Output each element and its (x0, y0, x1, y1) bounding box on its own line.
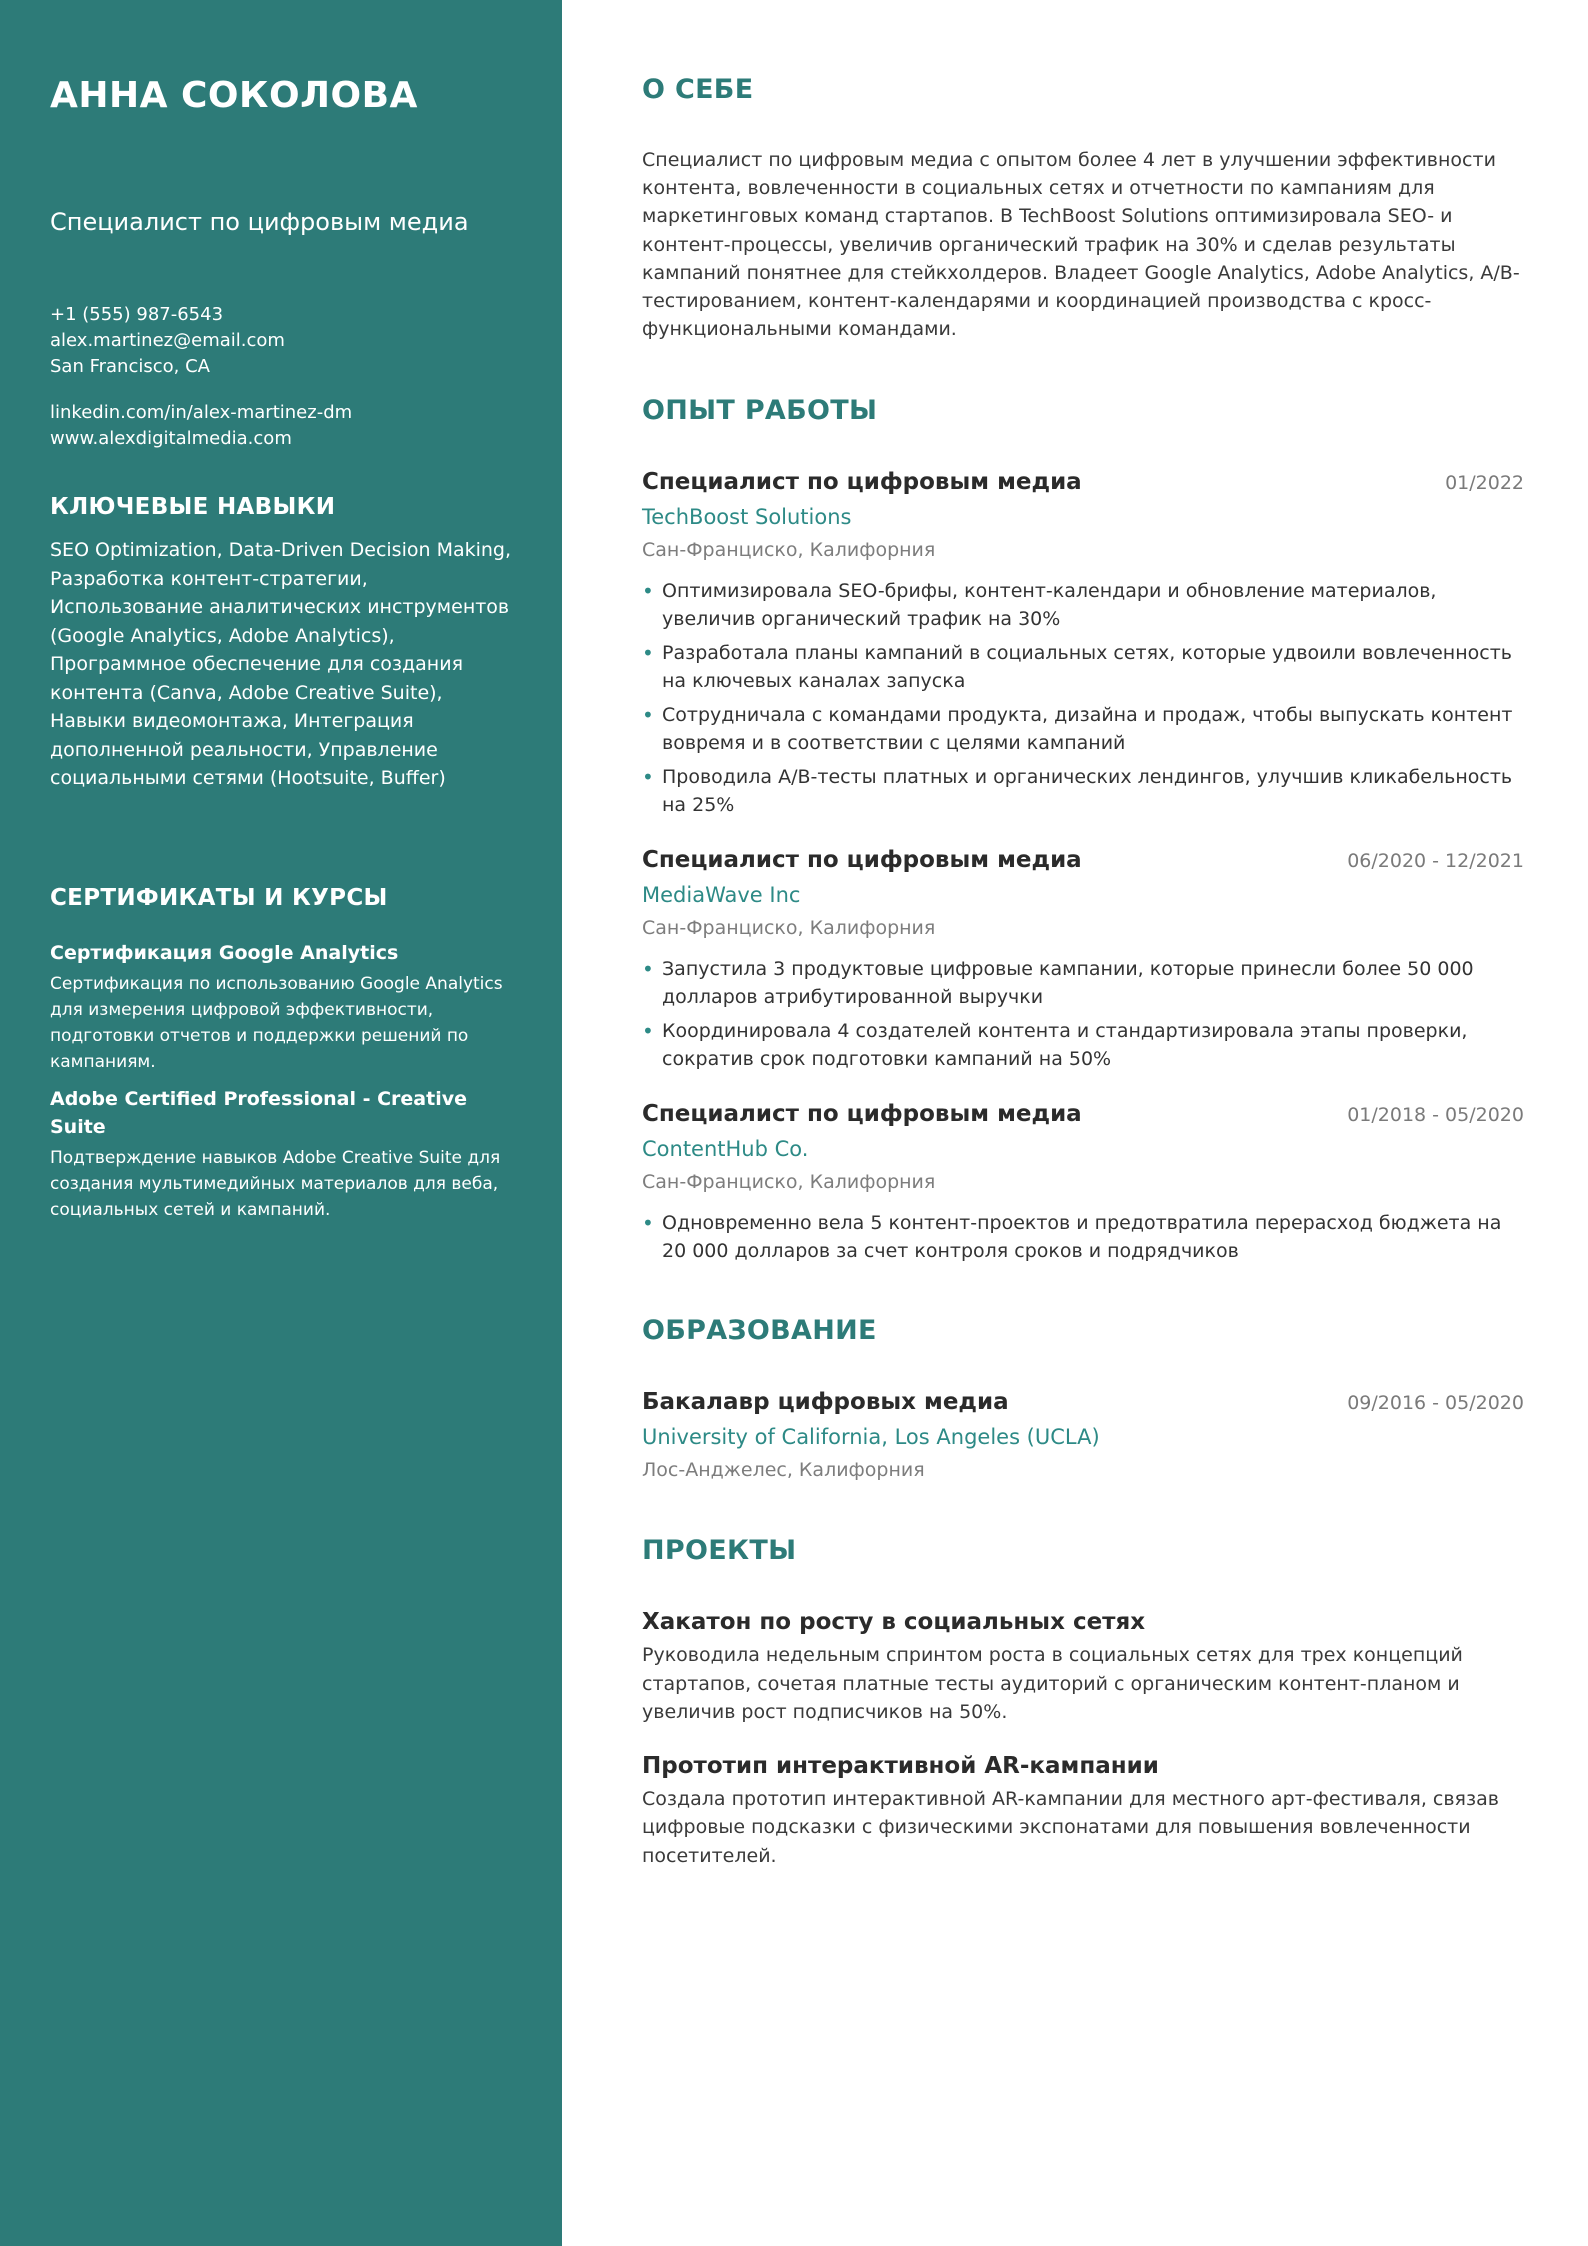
company-name: TechBoost Solutions (642, 505, 852, 530)
project-entry (642, 1605, 1524, 1727)
linkedin-link[interactable]: linkedin.com/in/alex-martinez-dm (50, 402, 353, 423)
job-bullets (642, 1209, 1524, 1265)
main-content (642, 0, 1524, 1870)
project-title: Прототип интерактивной AR-кампании (642, 1752, 1159, 1779)
job-role: Специалист по цифровым медиа (642, 469, 1082, 496)
job-bullet: • Запустила 3 продуктовые цифровые кампании, которые принесли более 50 000 долларов атрибутированной выручки (642, 955, 1524, 1011)
project-title: Хакатон по росту в социальных сетях (642, 1609, 1146, 1636)
company-name: MediaWave Inc (642, 883, 801, 908)
cert-title: Adobe Certified Professional - Creative Suite (50, 1087, 467, 1138)
job-role: Специалист по цифровым медиа (642, 1101, 1082, 1128)
skills-text: SEO Optimization, Data-Driven Decision Making, Разработка контент-стратегии, Использование аналитических инструментов (Google Analytics, Adobe Analytics), Программное обеспечение для создания контента (Canva, Adobe Creative Suite), Навыки видеомонтажа, Интеграция дополненной реальности, Управление социальными сетями (Hootsuite, Buffer) (50, 539, 512, 789)
certs-heading: СЕРТИФИКАТЫ И КУРСЫ (50, 884, 388, 911)
education-dates: 09/2016 - 05/2020 (1347, 1392, 1524, 1415)
about-text: Специалист по цифровым медиа с опытом более 4 лет в улучшении эффективности контента, вовлеченности в социальных сетях и отчетности по кампаниям для маркетинговых команд стартапов. В TechBoost Solutions оптимизировала SEO- и контент-процессы, увеличив органический трафик на 30% и сделав результаты кампаний понятнее для стейкхолдеров. Владеет Google Analytics, Adobe Analytics, A/B-тестированием, контент-календарями и координацией производства с кросс-функциональными командами. (642, 149, 1520, 341)
job-dates: 01/2018 - 05/2020 (1347, 1104, 1524, 1127)
job-bullet: • Сотрудничала с командами продукта, дизайна и продаж, чтобы выпускать контент вовремя и в соответствии с целями кампаний (642, 701, 1524, 757)
education-entry (642, 1385, 1524, 1485)
skills-heading: КЛЮЧЕВЫЕ НАВЫКИ (50, 494, 336, 520)
job-bullet: • Координировала 4 создателей контента и стандартизировала этапы проверки, сократив срок подготовки кампаний на 50% (642, 1017, 1524, 1073)
degree-title: Бакалавр цифровых медиа (642, 1389, 1009, 1416)
cert-title: Сертификация Google Analytics (50, 941, 399, 964)
phone-text: +1 (555) 987-6543 (50, 304, 224, 325)
job-bullet: • Проводила A/B-тесты платных и органических лендингов, улучшив кликабельность на 25% (642, 763, 1524, 819)
job-location: Сан-Франциско, Калифорния (642, 917, 936, 940)
experience-heading: ОПЫТ РАБОТЫ (642, 395, 878, 427)
project-description: Руководила недельным спринтом роста в социальных сетях для трех концепций стартапов, сочетая платные тесты аудиторий с органическим контент-планом и увеличив рост подписчиков на 50%. (642, 1644, 1463, 1724)
job-entry (642, 843, 1524, 1073)
job-bullet: • Одновременно вела 5 контент-проектов и предотвратила перерасход бюджета на 20 000 долларов за счет контроля сроков и подрядчиков (642, 1209, 1524, 1265)
links-block (50, 400, 512, 452)
project-entry (642, 1749, 1524, 1871)
job-location: Сан-Франциско, Калифорния (642, 1171, 936, 1194)
cert-description: Подтверждение навыков Adobe Creative Suite для создания мультимедийных материалов для веба, социальных сетей и кампаний. (50, 1147, 501, 1220)
projects-heading: ПРОЕКТЫ (642, 1535, 797, 1567)
job-bullets (642, 577, 1524, 819)
cert-description: Сертификация по использованию Google Analytics для измерения цифровой эффективности, подготовки отчетов и поддержки решений по кампаниям. (50, 973, 503, 1072)
job-entry (642, 465, 1524, 819)
project-description: Создала прототип интерактивной AR-кампании для местного арт-фестиваля, связав цифровые подсказки с физическими экспонатами для повышения вовлеченности посетителей. (642, 1787, 1499, 1867)
job-dates: 06/2020 - 12/2021 (1347, 850, 1524, 873)
website-link[interactable]: www.alexdigitalmedia.com (50, 428, 292, 449)
about-heading: О СЕБЕ (642, 74, 754, 105)
school-name: University of California, Los Angeles (UCLA) (642, 1425, 1100, 1450)
company-name: ContentHub Co. (642, 1137, 809, 1162)
school-location: Лос-Анджелес, Калифорния (642, 1459, 925, 1482)
contact-block (50, 302, 512, 380)
email-text: alex.martinez@email.com (50, 330, 285, 351)
job-entry (642, 1097, 1524, 1265)
job-role: Специалист по цифровым медиа (642, 847, 1082, 874)
sidebar (0, 0, 562, 2246)
cert-item (50, 939, 512, 1075)
candidate-name: АННА СОКОЛОВА (50, 75, 418, 116)
job-bullets (642, 955, 1524, 1073)
candidate-job-title: Специалист по цифровым медиа (50, 208, 469, 236)
job-bullet: • Оптимизировала SEO-брифы, контент-календари и обновление материалов, увеличив органический трафик на 30% (642, 577, 1524, 633)
job-bullet: • Разработала планы кампаний в социальных сетях, которые удвоили вовлеченность на ключевых каналах запуска (642, 639, 1524, 695)
education-heading: ОБРАЗОВАНИЕ (642, 1315, 877, 1347)
job-dates: 01/2022 (1445, 472, 1524, 495)
cert-item (50, 1085, 512, 1223)
job-location: Сан-Франциско, Калифорния (642, 539, 936, 562)
location-text: San Francisco, CA (50, 356, 210, 377)
